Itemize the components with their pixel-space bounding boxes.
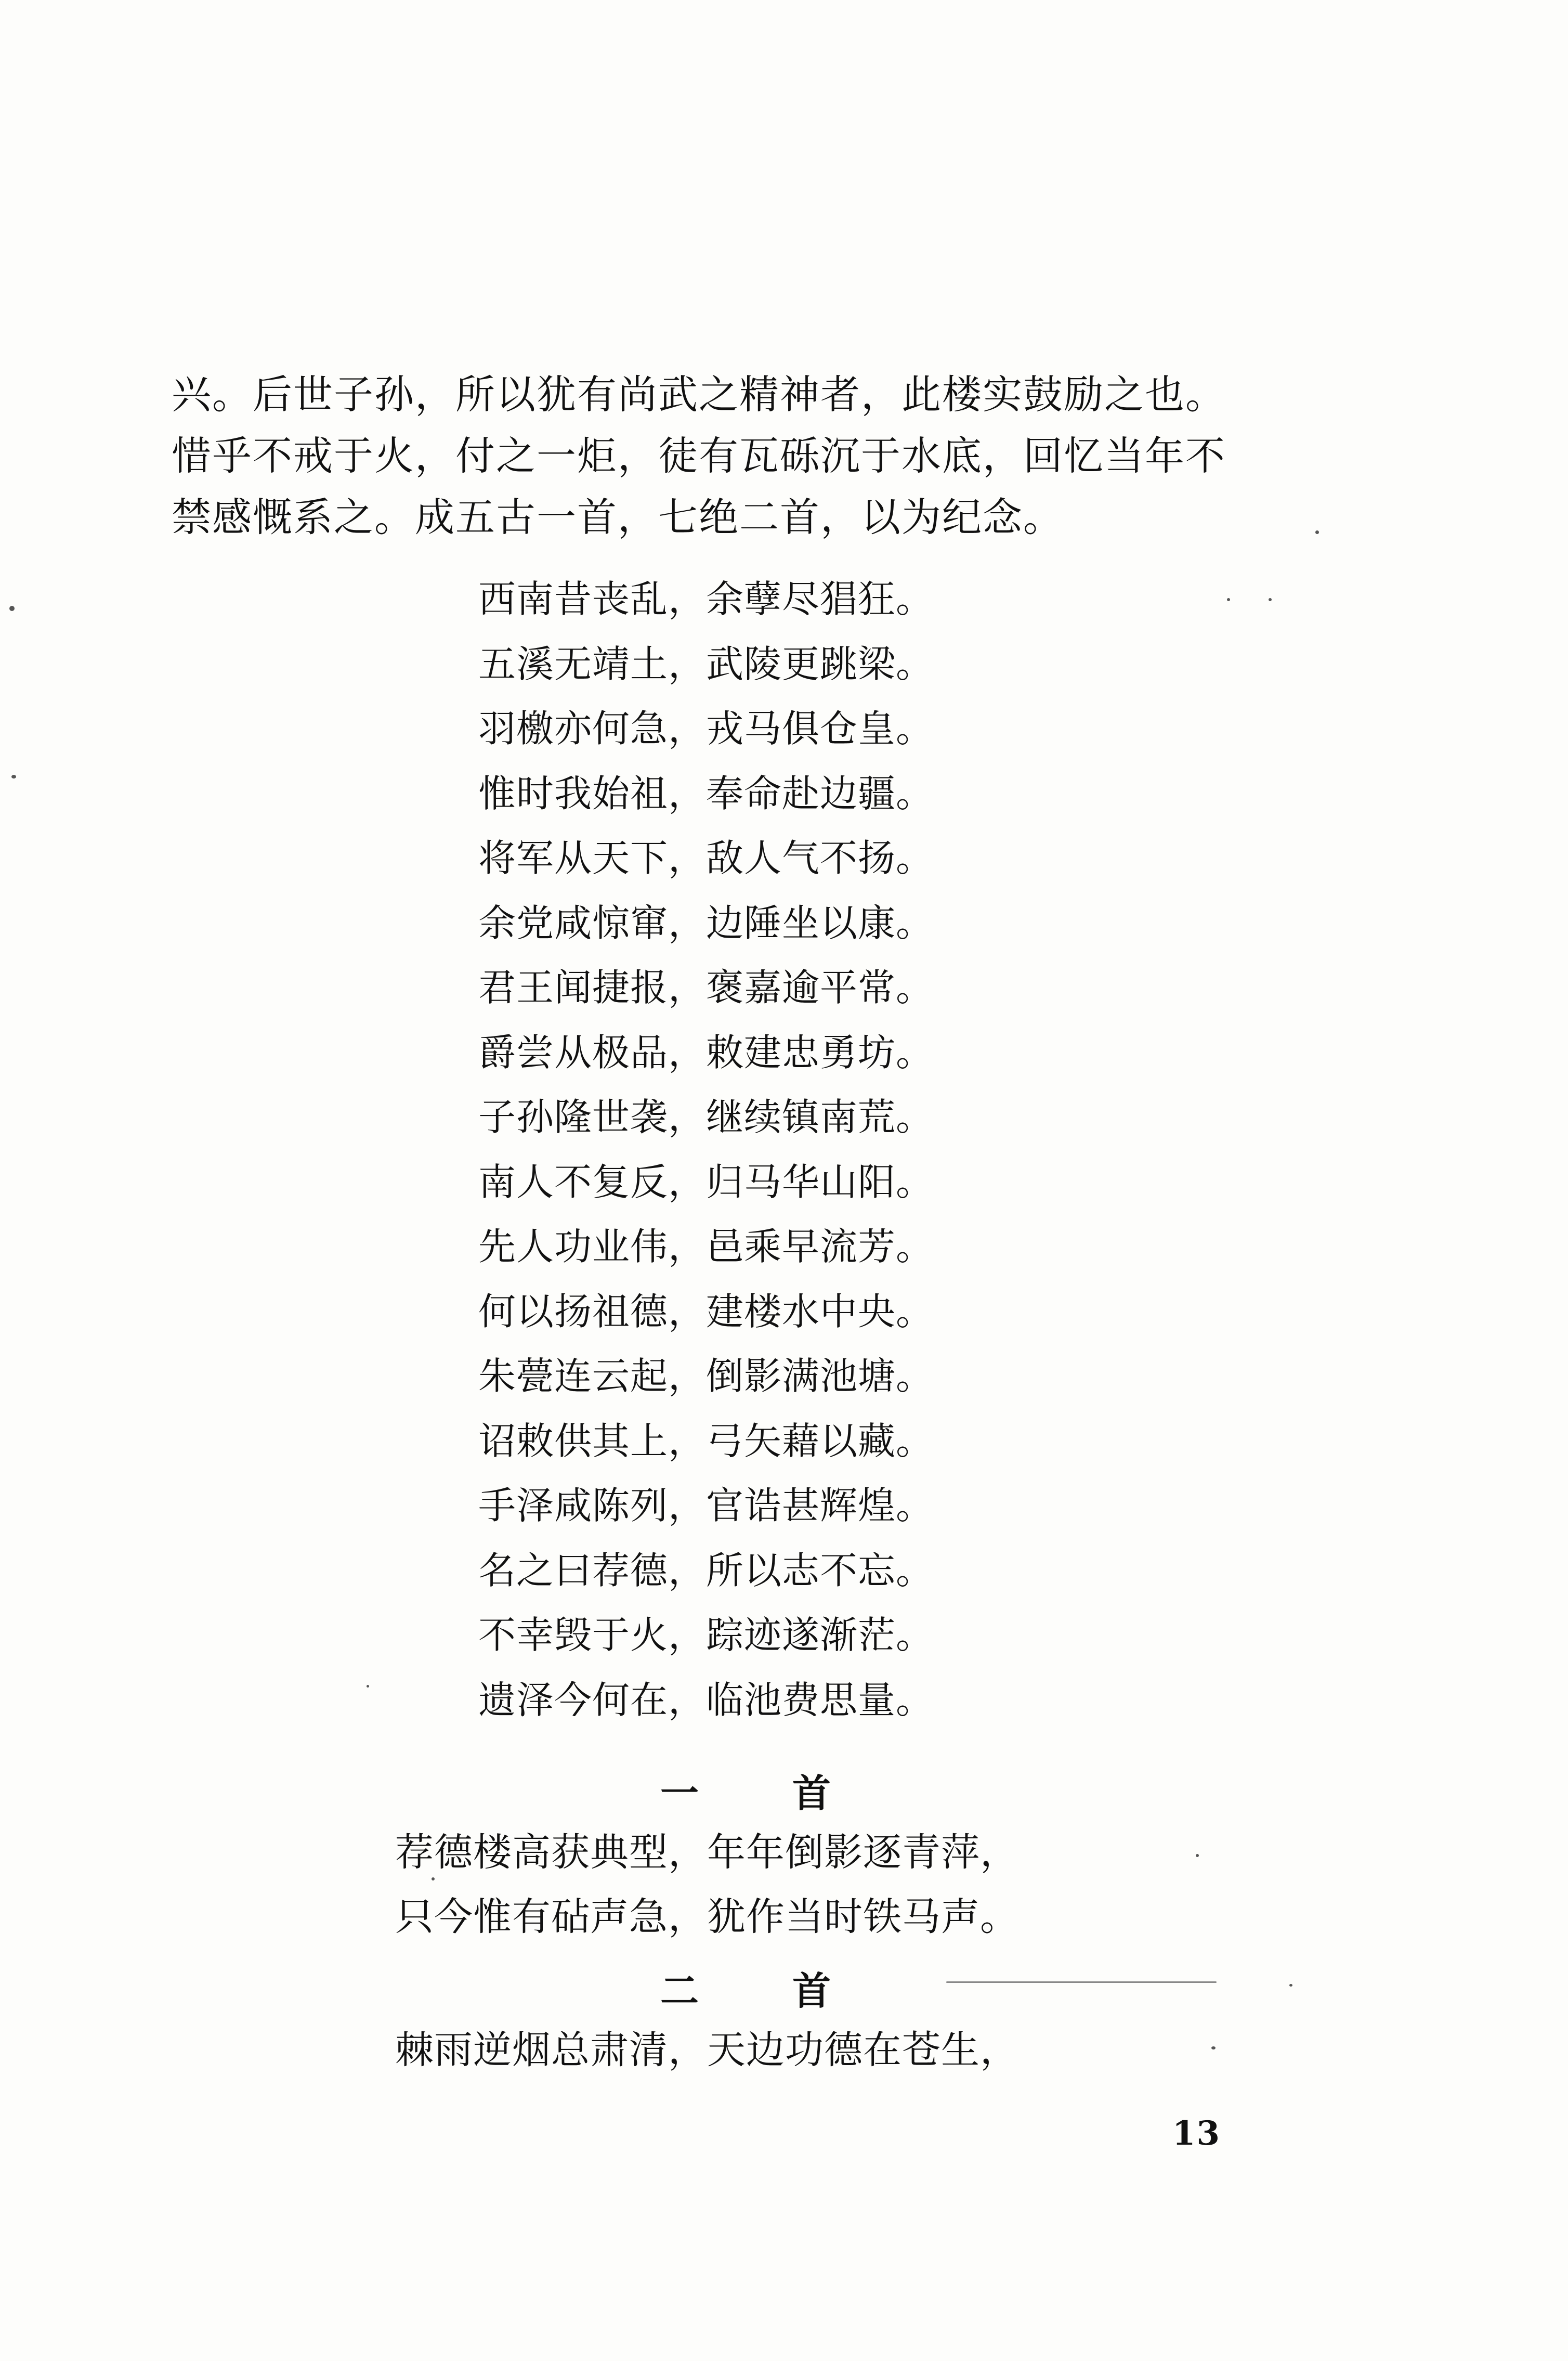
scan-speck bbox=[1315, 530, 1319, 534]
scan-speck bbox=[1227, 598, 1230, 601]
poem-line: 何以扬祖德，建楼水中央。 bbox=[478, 1289, 934, 1333]
poem-line: 将军从天下，敌人气不扬。 bbox=[478, 836, 934, 880]
poem-line: 子孙隆世袭，继续镇南荒。 bbox=[478, 1095, 934, 1139]
page-number: 13 bbox=[1172, 2114, 1221, 2153]
scan-speck bbox=[432, 1877, 435, 1880]
poem-line: 手泽咸陈列，官诰甚辉煌。 bbox=[478, 1484, 934, 1527]
poem-line: 先人功业伟，邑乘早流芳。 bbox=[478, 1225, 934, 1268]
poem-line: 五溪无靖土，武陵更跳梁。 bbox=[478, 642, 934, 686]
poem-line: 爵尝从极品，敕建忠勇坊。 bbox=[478, 1030, 934, 1074]
poem-line: 遗泽今何在，临池费思量。 bbox=[478, 1678, 934, 1722]
scan-speck bbox=[946, 1981, 1217, 1983]
prose-line: 惜乎不戒于火，付之一炬，徒有瓦砾沉于水底，回忆当年不 bbox=[172, 433, 1226, 479]
quatrain-one bbox=[395, 1820, 1019, 1949]
scan-speck bbox=[1289, 1984, 1292, 1987]
poem-line: 西南昔丧乱，余孽尽猖狂。 bbox=[478, 577, 934, 621]
poem-line: 君王闻捷报，褒嘉逾平常。 bbox=[478, 966, 934, 1009]
quatrain-two bbox=[395, 2018, 1019, 2082]
prose-paragraph bbox=[172, 364, 1347, 548]
poem-line: 羽檄亦何急，戎马俱仓皇。 bbox=[478, 707, 934, 750]
scan-speck bbox=[9, 606, 15, 611]
poem-line: 朱甍连云起，倒影满池塘。 bbox=[478, 1354, 934, 1398]
five-character-poem bbox=[478, 567, 934, 1732]
heading-poem-two: 二首 bbox=[660, 1969, 924, 2014]
scan-speck bbox=[367, 1685, 369, 1688]
poem-line: 惟时我始祖，奉命赴边疆。 bbox=[478, 771, 934, 815]
heading-poem-one: 一首 bbox=[660, 1771, 924, 1816]
prose-line: 兴。后世子孙，所以犹有尚武之精神者，此楼实鼓励之也。 bbox=[172, 371, 1226, 418]
poem-line: 不幸毁于火，踪迹遂渐茫。 bbox=[478, 1613, 934, 1657]
scan-speck bbox=[1196, 1854, 1199, 1857]
poem-line: 诏敕供其上，弓矢藉以藏。 bbox=[478, 1419, 934, 1463]
poem-line: 南人不复反，归马华山阳。 bbox=[478, 1160, 934, 1204]
quatrain-line: 只今惟有砧声急，犹作当时铁马声。 bbox=[395, 1895, 1019, 1939]
poem-line: 余党咸惊窜，边陲坐以康。 bbox=[478, 901, 934, 945]
scan-speck bbox=[1269, 598, 1272, 601]
quatrain-line: 棘雨逆烟总肃清，天边功德在苍生， bbox=[395, 2028, 1019, 2072]
prose-line: 禁感慨系之。成五古一首，七绝二首，以为纪念。 bbox=[172, 494, 1064, 540]
scan-speck bbox=[1211, 2046, 1216, 2049]
scan-speck bbox=[11, 775, 16, 779]
poem-line: 名之曰荐德，所以志不忘。 bbox=[478, 1548, 934, 1592]
quatrain-line: 荐德楼高获典型，年年倒影逐青萍， bbox=[395, 1830, 1019, 1875]
